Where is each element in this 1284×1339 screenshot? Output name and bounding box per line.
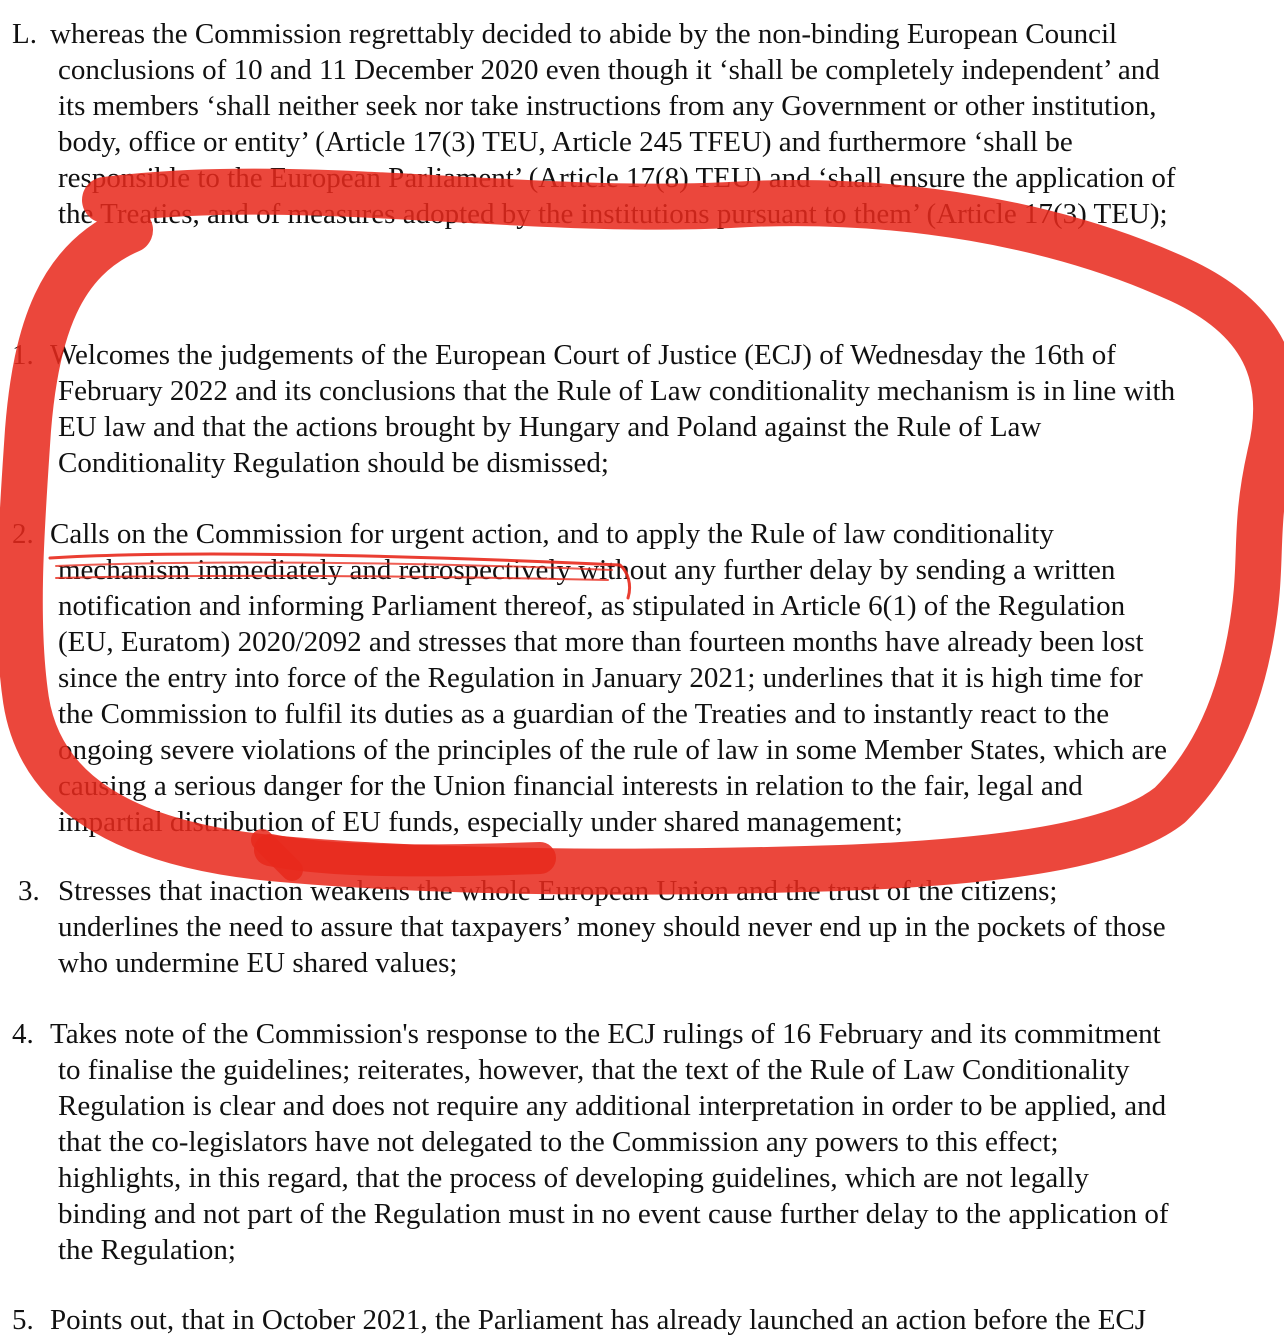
text-line: body, office or entity’ (Article 17(3) TEU, Article 245 TFEU) and furthermore ‘shall be bbox=[58, 126, 1073, 158]
text-line: the Regulation; bbox=[58, 1234, 236, 1266]
paragraph-number: 5. bbox=[12, 1304, 34, 1336]
text-line: mechanism immediately and retrospectively without any further delay by sending a written bbox=[58, 554, 1116, 586]
text-line: February 2022 and its conclusions that the Rule of Law conditionality mechanism is in line with bbox=[58, 375, 1176, 407]
text-line: Welcomes the judgements of the European Court of Justice (ECJ) of Wednesday the 16th of bbox=[50, 339, 1116, 371]
text-line: Calls on the Commission for urgent action, and to apply the Rule of law conditionality bbox=[50, 518, 1054, 550]
text-line: binding and not part of the Regulation must in no event cause further delay to the application of bbox=[58, 1198, 1169, 1230]
text-line: the Treaties, and of measures adopted by the institutions pursuant to them’ (Article 17(3) TEU); bbox=[58, 198, 1168, 230]
text-line: impartial distribution of EU funds, especially under shared management; bbox=[58, 806, 903, 838]
text-line: its members ‘shall neither seek nor take instructions from any Government or other institution, bbox=[58, 90, 1157, 122]
text-line: (EU, Euratom) 2020/2092 and stresses that more than fourteen months have already been lost bbox=[58, 626, 1144, 658]
text-line: underlines the need to assure that taxpayers’ money should never end up in the pockets of those bbox=[58, 911, 1166, 943]
text-line: responsible to the European Parliament’ (Article 17(8) TEU) and ‘shall ensure the application of bbox=[58, 162, 1176, 194]
text-line: to finalise the guidelines; reiterates, however, that the text of the Rule of Law Conditionality bbox=[58, 1054, 1130, 1086]
text-line: that the co-legislators have not delegated to the Commission any powers to this effect; bbox=[58, 1126, 1059, 1158]
text-line: Takes note of the Commission's response to the ECJ rulings of 16 February and its commitment bbox=[50, 1018, 1161, 1050]
text-line: the Commission to fulfil its duties as a guardian of the Treaties and to instantly react to the bbox=[58, 698, 1110, 730]
text-line: Conditionality Regulation should be dismissed; bbox=[58, 447, 609, 479]
arrow-head-stroke bbox=[262, 840, 292, 870]
text-line: ongoing severe violations of the principles of the rule of law in some Member States, which are bbox=[58, 734, 1167, 766]
text-line: EU law and that the actions brought by Hungary and Poland against the Rule of Law bbox=[58, 411, 1042, 443]
text-line: conclusions of 10 and 11 December 2020 even though it ‘shall be completely independent’ and bbox=[58, 54, 1160, 86]
text-line: Stresses that inaction weakens the whole European Union and the trust of the citizens; bbox=[58, 875, 1058, 907]
text-line: Points out, that in October 2021, the Parliament has already launched an action before the ECJ bbox=[50, 1304, 1147, 1336]
text-line: Regulation is clear and does not require any additional interpretation in order to be applied, and bbox=[58, 1090, 1167, 1122]
text-line: since the entry into force of the Regulation in January 2021; underlines that it is high time for bbox=[58, 662, 1143, 694]
paragraph-number: 1. bbox=[12, 339, 34, 371]
arrow-tail-stroke bbox=[270, 850, 540, 860]
paragraph-number: 3. bbox=[18, 875, 40, 907]
text-line: notification and informing Parliament thereof, as stipulated in Article 6(1) of the Regulation bbox=[58, 590, 1126, 622]
text-line: causing a serious danger for the Union financial interests in relation to the fair, legal and bbox=[58, 770, 1083, 802]
text-line: whereas the Commission regrettably decided to abide by the non-binding European Council bbox=[50, 18, 1118, 50]
paragraph-number: 4. bbox=[12, 1018, 34, 1050]
recital-marker: L. bbox=[12, 18, 37, 50]
text-line: who undermine EU shared values; bbox=[58, 947, 458, 979]
text-line: highlights, in this regard, that the process of developing guidelines, which are not legally bbox=[58, 1162, 1089, 1194]
paragraph-number: 2. bbox=[12, 518, 34, 550]
